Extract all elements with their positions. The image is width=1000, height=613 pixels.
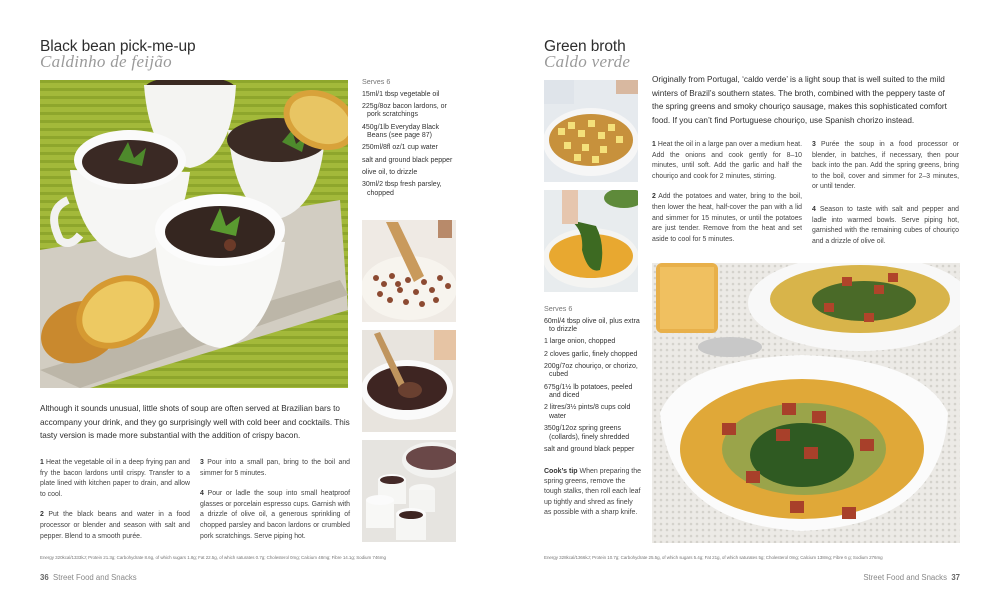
hero-photo-caldo-verde xyxy=(652,263,960,543)
right-page xyxy=(500,0,1000,613)
ingredients-list xyxy=(362,78,460,202)
hero-photo-black-bean-soup xyxy=(40,80,348,388)
nutrition-info: Energy 328kcal/1366kJ; Protein 10.7g; Carbohydrate 25.5g, of which sugars 5.4g; Fat 21g, of which saturates 5g; Cholesterol 0mg; Calcium 138mg; Fibre 6 g; Sodium 276mg xyxy=(544,555,883,560)
cooks-tip-text: When preparing the spring greens, remove the tough stalks, then roll each leaf up tightly and shred as finely as possible with a sharp knife. xyxy=(544,468,642,516)
step-photo-adding-greens xyxy=(544,190,638,292)
recipe-intro: Originally from Portugal, ‘caldo verde’ is a light soup that is well suited to the mild winters of Brazil’s southern states. The broth, combined with the peppery taste of the spring greens and smoky chouriço sausage, makes this sophisticated comfort food. If you can’t find Portuguese chouriço, use Spanish chorizo instead. xyxy=(652,75,947,125)
ingredient-item: 675g/1½ lb potatoes, peeled and diced xyxy=(544,383,633,400)
method-column-1 xyxy=(652,140,802,255)
method-step: 3 Purée the soup in a food processor or blender, in batches, if necessary, then pour back into the pan. Add the spring greens, bring to the boil, cover and simmer for 2–3 minutes, or until tender. xyxy=(812,141,959,191)
method-step: 2 Add the potatoes and water, bring to the boil, then lower the heat, half-cover the pan with a lid and simmer for 15 minutes, or until the potatoes are just tender. Remove from the heat and set aside to cool for 5 minutes. xyxy=(652,193,802,243)
ingredient-item: 450g/1lb Everyday Black Beans (see page 87) xyxy=(362,123,440,140)
section-name: Street Food and Snacks xyxy=(863,573,947,582)
serves-label: Serves 6 xyxy=(544,304,573,313)
step-photo-frying-bacon xyxy=(362,220,456,322)
method-column-2 xyxy=(200,458,350,552)
step-photo-stirring-beans xyxy=(362,330,456,432)
method-step: 4 Pour or ladle the soup into small heatproof glasses or porcelain espresso cups. Garnish with a drizzle of olive oil, a generous sprinkling of chopped parsley and bacon lardons or crumbled pork scratchings. Serve piping hot. xyxy=(200,490,350,540)
page-number: 37 xyxy=(951,573,960,582)
method-step: 3 Pour into a small pan, bring to the boil and simmer for 5 minutes. xyxy=(200,459,350,477)
recipe-title: Green broth xyxy=(544,38,626,55)
method-step: 2 Put the black beans and water in a food processor or blender and season with salt and pepper. Blend to a smooth purée. xyxy=(40,511,190,540)
step-photo-potatoes-chourico xyxy=(544,80,638,182)
recipe-intro: Although it sounds unusual, little shots of soup are often served at Brazilian bars to accompany your drink, and they go surprisingly well with cold beer and cocktails. This tasty version is made more substantial with the addition of crispy bacon. xyxy=(40,404,350,440)
page-footer xyxy=(863,573,960,582)
soup-cups-illustration xyxy=(40,80,348,388)
ingredient-item: salt and ground black pepper xyxy=(544,445,635,453)
serves-label: Serves 6 xyxy=(362,77,391,86)
ingredient-item: olive oil, to drizzle xyxy=(362,168,418,176)
page-footer xyxy=(40,573,137,582)
recipe-subtitle-portuguese: Caldo verde xyxy=(544,52,631,71)
section-name: Street Food and Snacks xyxy=(53,573,137,582)
recipe-subtitle-portuguese: Caldinho de feijão xyxy=(40,52,172,71)
method-step: 1 Heat the vegetable oil in a deep frying pan and fry the bacon lardons until crispy. Transfer to a plate lined with kitchen paper to drain, and allow to cool. xyxy=(40,459,190,498)
method-step: 1 Heat the oil in a large pan over a medium heat. Add the onions and cook gently for 8–10 minutes, until soft. Add the garlic and half the chouriço and cook for 2 minutes, stirring. xyxy=(652,141,802,180)
cooks-tip-label: Cook’s tip xyxy=(544,468,578,475)
ingredient-item: 1 large onion, chopped xyxy=(544,338,616,346)
nutrition-info: Energy 320kcal/1333kJ; Protein 21.3g; Carbohydrate 8.6g, of which sugars 1.8g; Fat 22.5g, of which saturates 0.7g; Cholesterol 0mg; Calcium 48mg; Fibre 14.1g; Sodium 746mg xyxy=(40,555,386,560)
ingredient-item: salt and ground black pepper xyxy=(362,156,453,164)
ingredient-item: 30ml/2 tbsp fresh parsley, chopped xyxy=(362,180,442,197)
ingredient-item: 2 cloves garlic, finely chopped xyxy=(544,350,638,358)
ingredient-item: 15ml/1 tbsp vegetable oil xyxy=(362,90,440,98)
step-photo-ladling-cups xyxy=(362,440,456,542)
method-step: 4 Season to taste with salt and pepper and ladle into warmed bowls. Serve piping hot, garnished with the remaining cubes of chouriço and a drizzle of olive oil. xyxy=(812,205,959,245)
page-number: 36 xyxy=(40,573,49,582)
cooks-tip xyxy=(544,467,642,518)
ingredient-item: 2 litres/3½ pints/8 cups cold water xyxy=(544,404,631,420)
recipe-title: Black bean pick-me-up xyxy=(40,38,196,55)
ingredient-item: 225g/8oz bacon lardons, or pork scratchings xyxy=(362,102,447,119)
method-column-1 xyxy=(40,458,190,552)
ingredients-list xyxy=(544,305,644,458)
ingredient-item: 350g/12oz spring greens (collards), finely shredded xyxy=(544,425,630,441)
ingredient-item: 250ml/8fl oz/1 cup water xyxy=(362,144,438,152)
ingredient-item: 200g/7oz chouriço, or chorizo, cubed xyxy=(544,362,638,379)
ingredient-item: 60ml/4 tbsp olive oil, plus extra to drizzle xyxy=(544,317,640,334)
method-column-2 xyxy=(812,140,959,257)
